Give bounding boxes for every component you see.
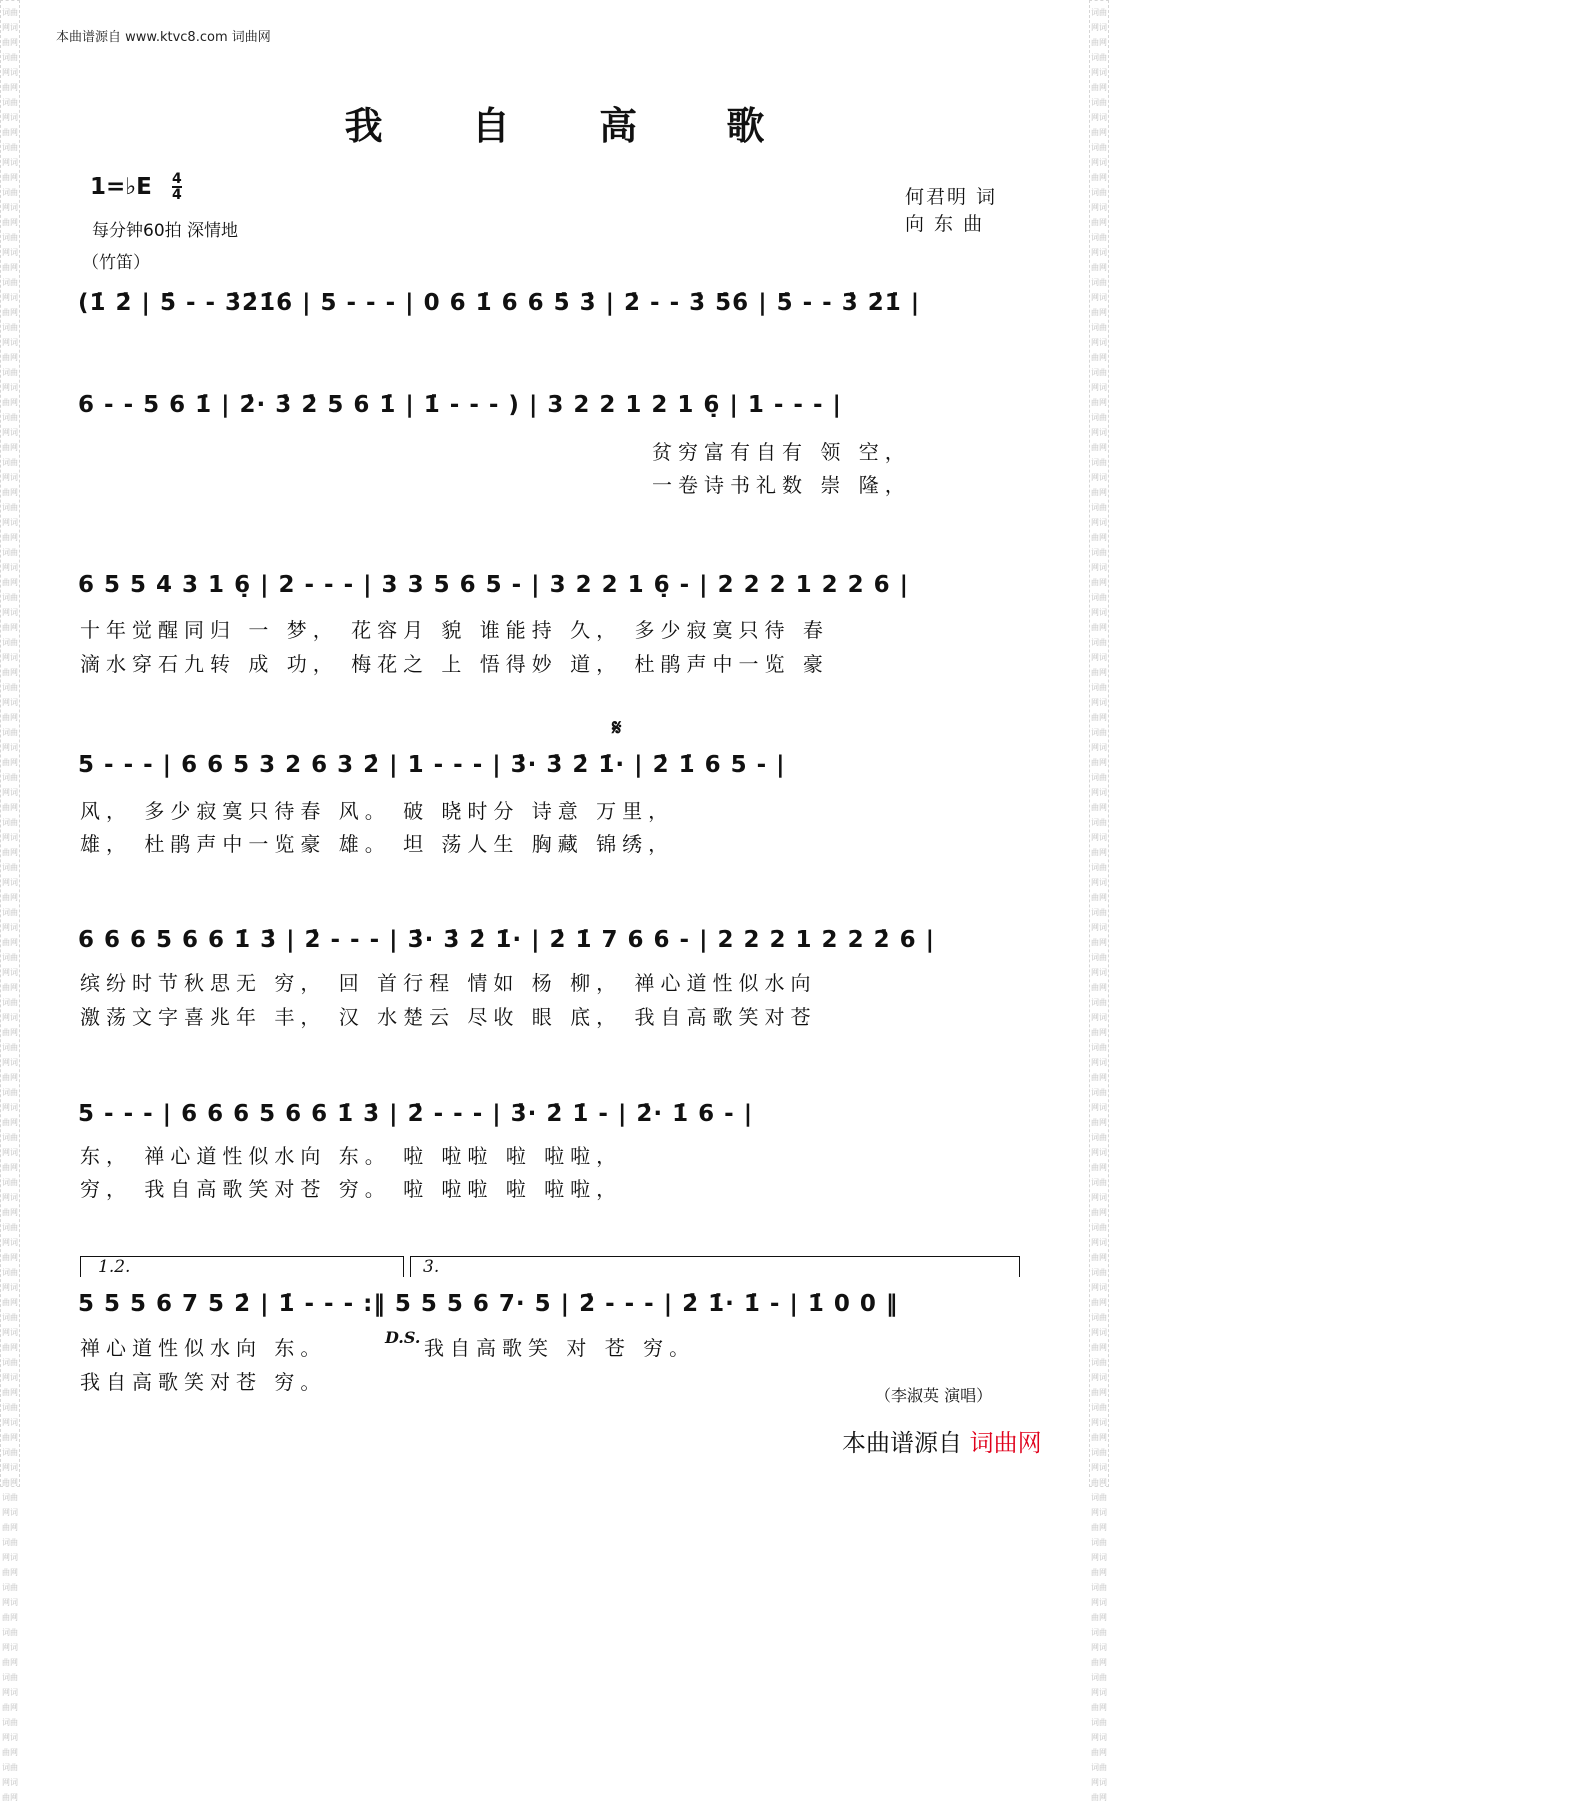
notation-line-7: 5 5 5 6 7 5 2̇ | 1̇ - - - :‖ 5 5 5 6 7· 5 | 2̇ - - - | 2̇ 1̇· 1̇ - | 1̇ 0 0 ‖ xyxy=(78,1291,899,1317)
footer-site-link[interactable]: 词曲网 xyxy=(969,1429,1042,1457)
lyrics-line-5-verse-2: 激荡文字喜兆年 丰， 汉 水楚云 尽收 眼 底， 我自高歌笑对苍 xyxy=(80,1005,817,1029)
lyrics-line-7-verse-2: 我自高歌笑对苍 穷。 xyxy=(80,1370,327,1394)
key-signature: 1=♭E xyxy=(90,174,152,200)
source-header: 本曲谱源自 www.ktvc8.com 词曲网 xyxy=(56,30,271,45)
instrument-label: （竹笛） xyxy=(82,253,150,273)
lyrics-line-6-verse-1: 东， 禅心道性似水向 东。 啦 啦啦 啦 啦啦， xyxy=(80,1144,623,1168)
song-title: 我 自 高 歌 xyxy=(344,103,803,148)
lyrics-line-4-verse-1: 风， 多少寂寞只待春 风。 破 晓时分 诗意 万里， xyxy=(80,799,675,823)
notation-line-5: 6 6 6 5 6 6 1̇ 3̇ | 2̇ - - - | 3̇· 3̇ 2̇ 1̇· | 2̇ 1̇ 7 6 6 - | 2 2 2 1 2 2 2̇ 6 | xyxy=(78,927,935,953)
lyricist-credit: 何君明 词 xyxy=(905,186,998,208)
lyrics-line-2-verse-1: 贫穷富有自有 领 空， xyxy=(652,440,911,464)
notation-line-1: (1̇ 2̇ | 5̇ - - 3̇2̇1̇6̇ | 5 - - - | 0 6 1̇ 6 6 5̇ 3̇ | 2̇ - - 3̇ 5̇6̇ | 5̇ - - 3̇ 2̇1̇ | xyxy=(78,290,921,316)
lyrics-line-7-ending-3: 我自高歌笑 对 苍 穷。 xyxy=(424,1336,696,1360)
time-signature xyxy=(172,172,182,202)
volta-label-2: 3. xyxy=(423,1257,440,1277)
footer-source xyxy=(842,1423,1042,1458)
dal-segno-mark: D.S. xyxy=(385,1328,421,1347)
lyrics-line-3-verse-1: 十年觉醒同归 一 梦， 花容月 貌 谁能持 久， 多少寂寞只待 春 xyxy=(80,618,829,642)
lyrics-line-5-verse-1: 缤纷时节秋思无 穷， 回 首行程 情如 杨 柳， 禅心道性似水向 xyxy=(80,971,817,995)
lyrics-line-4-verse-2: 雄， 杜鹃声中一览豪 雄。 坦 荡人生 胸藏 锦绣， xyxy=(80,832,675,856)
meter-bottom: 4 xyxy=(172,187,182,203)
segno-sign: 𝄋 xyxy=(612,715,622,741)
lyrics-line-3-verse-2: 滴水穿石九转 成 功， 梅花之 上 悟得妙 道， 杜鹃声中一览 豪 xyxy=(80,652,829,676)
lyrics-line-2-verse-2: 一卷诗书礼数 崇 隆， xyxy=(652,473,911,497)
right-watermark-strip: 词曲网词曲网词曲网词曲网词曲网词曲网词曲网词曲网词曲网词曲网词曲网词曲网词曲网词曲网词曲网词曲网词曲网词曲网词曲网词曲网词曲网词曲网词曲网词曲网词曲网词曲网词曲网词曲网词曲网词曲网词曲网词曲网词曲网词曲网词曲网词曲网词曲网词曲网词曲网词曲网词曲网词曲网词曲网词曲网词曲网词曲网词曲网词曲网词曲网词曲网词曲网词曲网词曲网词曲网词曲网词曲网词曲网词曲网词曲网词曲网词曲网词曲网词曲网词曲网词曲网词曲网词曲网词曲网词曲网词曲网词曲网词曲网词曲网词曲网词曲网词曲网词曲网词曲网词曲网词曲网 xyxy=(1089,0,1109,1487)
notation-line-4: 5 - - - | 6 6 5 3 2 6 3 2̇ | 1 - - - | 3̇· 3̇ 2̇ 1̇· | 2̇ 1̇ 6 5 - | xyxy=(78,752,786,778)
tempo-marking: 每分钟60拍 深情地 xyxy=(92,221,239,241)
lyrics-line-7-verse-1: 禅心道性似水向 东。 xyxy=(80,1336,327,1360)
left-watermark-strip: 词曲网词曲网词曲网词曲网词曲网词曲网词曲网词曲网词曲网词曲网词曲网词曲网词曲网词曲网词曲网词曲网词曲网词曲网词曲网词曲网词曲网词曲网词曲网词曲网词曲网词曲网词曲网词曲网词曲网词曲网词曲网词曲网词曲网词曲网词曲网词曲网词曲网词曲网词曲网词曲网词曲网词曲网词曲网词曲网词曲网词曲网词曲网词曲网词曲网词曲网词曲网词曲网词曲网词曲网词曲网词曲网词曲网词曲网词曲网词曲网词曲网词曲网词曲网词曲网词曲网词曲网词曲网词曲网词曲网词曲网词曲网词曲网词曲网词曲网词曲网词曲网词曲网词曲网词曲网词曲网 xyxy=(0,0,20,1487)
meter-top: 4 xyxy=(172,171,182,187)
notation-line-2: 6 - - 5 6 1̇ | 2̇· 3̇ 2̇ 5 6 1̇ | 1̇ - - - ) | 3 2 2 1 2 1 6̣ | 1 - - - | xyxy=(78,392,842,418)
volta-label-1: 1.2. xyxy=(98,1257,131,1277)
performer-credit: （李淑英 演唱） xyxy=(875,1386,993,1405)
lyrics-line-6-verse-2: 穷， 我自高歌笑对苍 穷。 啦 啦啦 啦 啦啦， xyxy=(80,1177,623,1201)
notation-line-3: 6 5 5 4 3 1 6̣ | 2 - - - | 3 3 5 6 5 - | 3 2 2 1 6̣ - | 2 2 2 1 2 2 6 | xyxy=(78,572,910,598)
composer-credit: 向 东 曲 xyxy=(905,213,985,235)
notation-line-6: 5 - - - | 6 6 6 5 6 6 1̇ 3̇ | 2̇ - - - | 3̇· 2̇ 1̇ - | 2̇· 1̇ 6 - | xyxy=(78,1101,754,1127)
footer-source-text: 本曲谱源自 xyxy=(842,1429,962,1457)
volta-bracket-2 xyxy=(410,1256,1020,1277)
